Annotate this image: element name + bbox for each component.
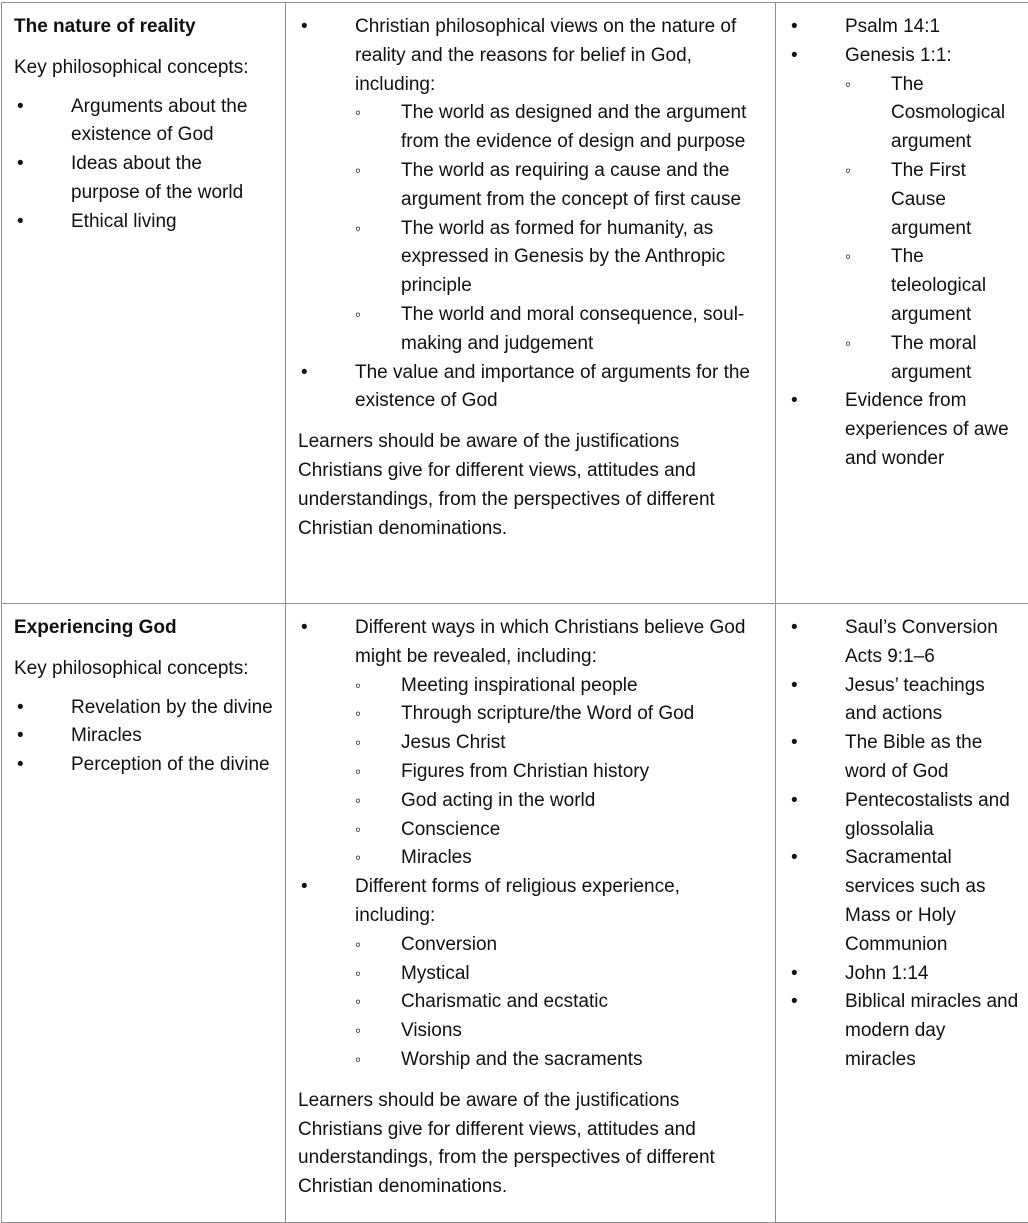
table-row [2,3,1028,604]
source-item-text: Evidence from experiences of awe and wonder [845,390,1009,469]
content-item [298,873,763,1075]
source-subitem: ◦ The moral argument [845,330,1021,388]
source-item-text: Saul’s Conversion Acts 9:1–6 [845,617,998,667]
key-concepts-list [14,93,273,237]
source-item-text: John 1:14 [845,963,928,984]
content-subitem: ◦ Charismatic and ecstatic [355,988,763,1017]
content-list [298,13,763,416]
source-item [788,42,1021,388]
source-item-text: Biblical miracles and modern day miracles [845,991,1018,1070]
learners-note: Learners should be aware of the justifications Christians give for different views, attitudes and understandings, from the perspectives of different Christian denominations. [298,1087,763,1202]
source-item-text: The Bible as the word of God [845,732,982,782]
specification-table [1,2,1028,1223]
content-subitem: ◦ Conscience [355,816,763,845]
source-item-text: Pentecostalists and glossolalia [845,790,1010,840]
source-item [788,614,1021,672]
source-item [788,988,1021,1074]
source-item [788,960,1021,989]
table-row [2,604,1028,1223]
source-sublist [845,71,1021,388]
source-item [788,787,1021,845]
content-subitem: ◦ Jesus Christ [355,729,763,758]
content-item-text: Christian philosophical views on the nature of reality and the reasons for belief in God, including: [355,16,736,95]
key-concepts-label: Key philosophical concepts: [14,655,273,684]
content-sublist [355,931,763,1075]
source-item-text: Genesis 1:1: [845,45,952,66]
content-subitem: ◦ Conversion [355,931,763,960]
key-concepts-label: Key philosophical concepts: [14,54,273,83]
sources-cell [776,3,1028,604]
content-item-text: Different forms of religious experience, including: [355,876,680,926]
content-subitem: ◦ The world and moral consequence, soul-making and judgement [355,301,763,359]
topic-title: The nature of reality [14,13,273,42]
topic-title: Experiencing God [14,614,273,643]
key-concept-item: • Perception of the divine [14,751,273,780]
content-subitem: ◦ Meeting inspirational people [355,672,763,701]
key-concept-item: • Miracles [14,722,273,751]
content-subitem: ◦ Through scripture/the Word of God [355,700,763,729]
content-sublist [355,99,763,358]
content-subitem: ◦ The world as formed for humanity, as expressed in Genesis by the Anthropic principle [355,215,763,301]
source-item [788,672,1021,730]
sources-list [788,13,1021,474]
content-subitem: ◦ Worship and the sacraments [355,1046,763,1075]
learners-note: Learners should be aware of the justifications Christians give for different views, attitudes and understandings, from the perspectives of different Christian denominations. [298,428,763,543]
key-concepts-list [14,694,273,780]
source-item [788,13,1021,42]
content-cell [286,3,776,604]
source-subitem: ◦ The Cosmological argument [845,71,1021,157]
content-item [298,614,763,873]
content-item-text: Different ways in which Christians believe God might be revealed, including: [355,617,745,667]
key-concept-item: • Ideas about the purpose of the world [14,150,273,208]
key-concept-item: • Arguments about the existence of God [14,93,273,151]
key-concept-item: • Revelation by the divine [14,694,273,723]
sources-cell [776,604,1028,1223]
sources-list [788,614,1021,1075]
content-sublist [355,672,763,874]
content-subitem: ◦ God acting in the world [355,787,763,816]
source-item-text: Psalm 14:1 [845,16,940,37]
content-list [298,614,763,1075]
content-subitem: ◦ The world as requiring a cause and the argument from the concept of first cause [355,157,763,215]
source-subitem: ◦ The teleological argument [845,243,1021,329]
source-item-text: Sacramental services such as Mass or Holy Communion [845,847,985,954]
source-item-text: Jesus’ teachings and actions [845,675,985,725]
source-item [788,729,1021,787]
source-item [788,844,1021,959]
content-subitem: ◦ The world as designed and the argument from the evidence of design and purpose [355,99,763,157]
content-subitem: ◦ Miracles [355,844,763,873]
content-cell [286,604,776,1223]
key-concept-item: • Ethical living [14,208,273,237]
content-item [298,359,763,417]
source-item [788,387,1021,473]
source-subitem: ◦ The First Cause argument [845,157,1021,243]
content-subitem: ◦ Figures from Christian history [355,758,763,787]
topic-cell [2,3,286,604]
topic-cell [2,604,286,1223]
content-subitem: ◦ Visions [355,1017,763,1046]
content-subitem: ◦ Mystical [355,960,763,989]
content-item [298,13,763,359]
content-item-text: The value and importance of arguments for the existence of God [355,362,750,412]
